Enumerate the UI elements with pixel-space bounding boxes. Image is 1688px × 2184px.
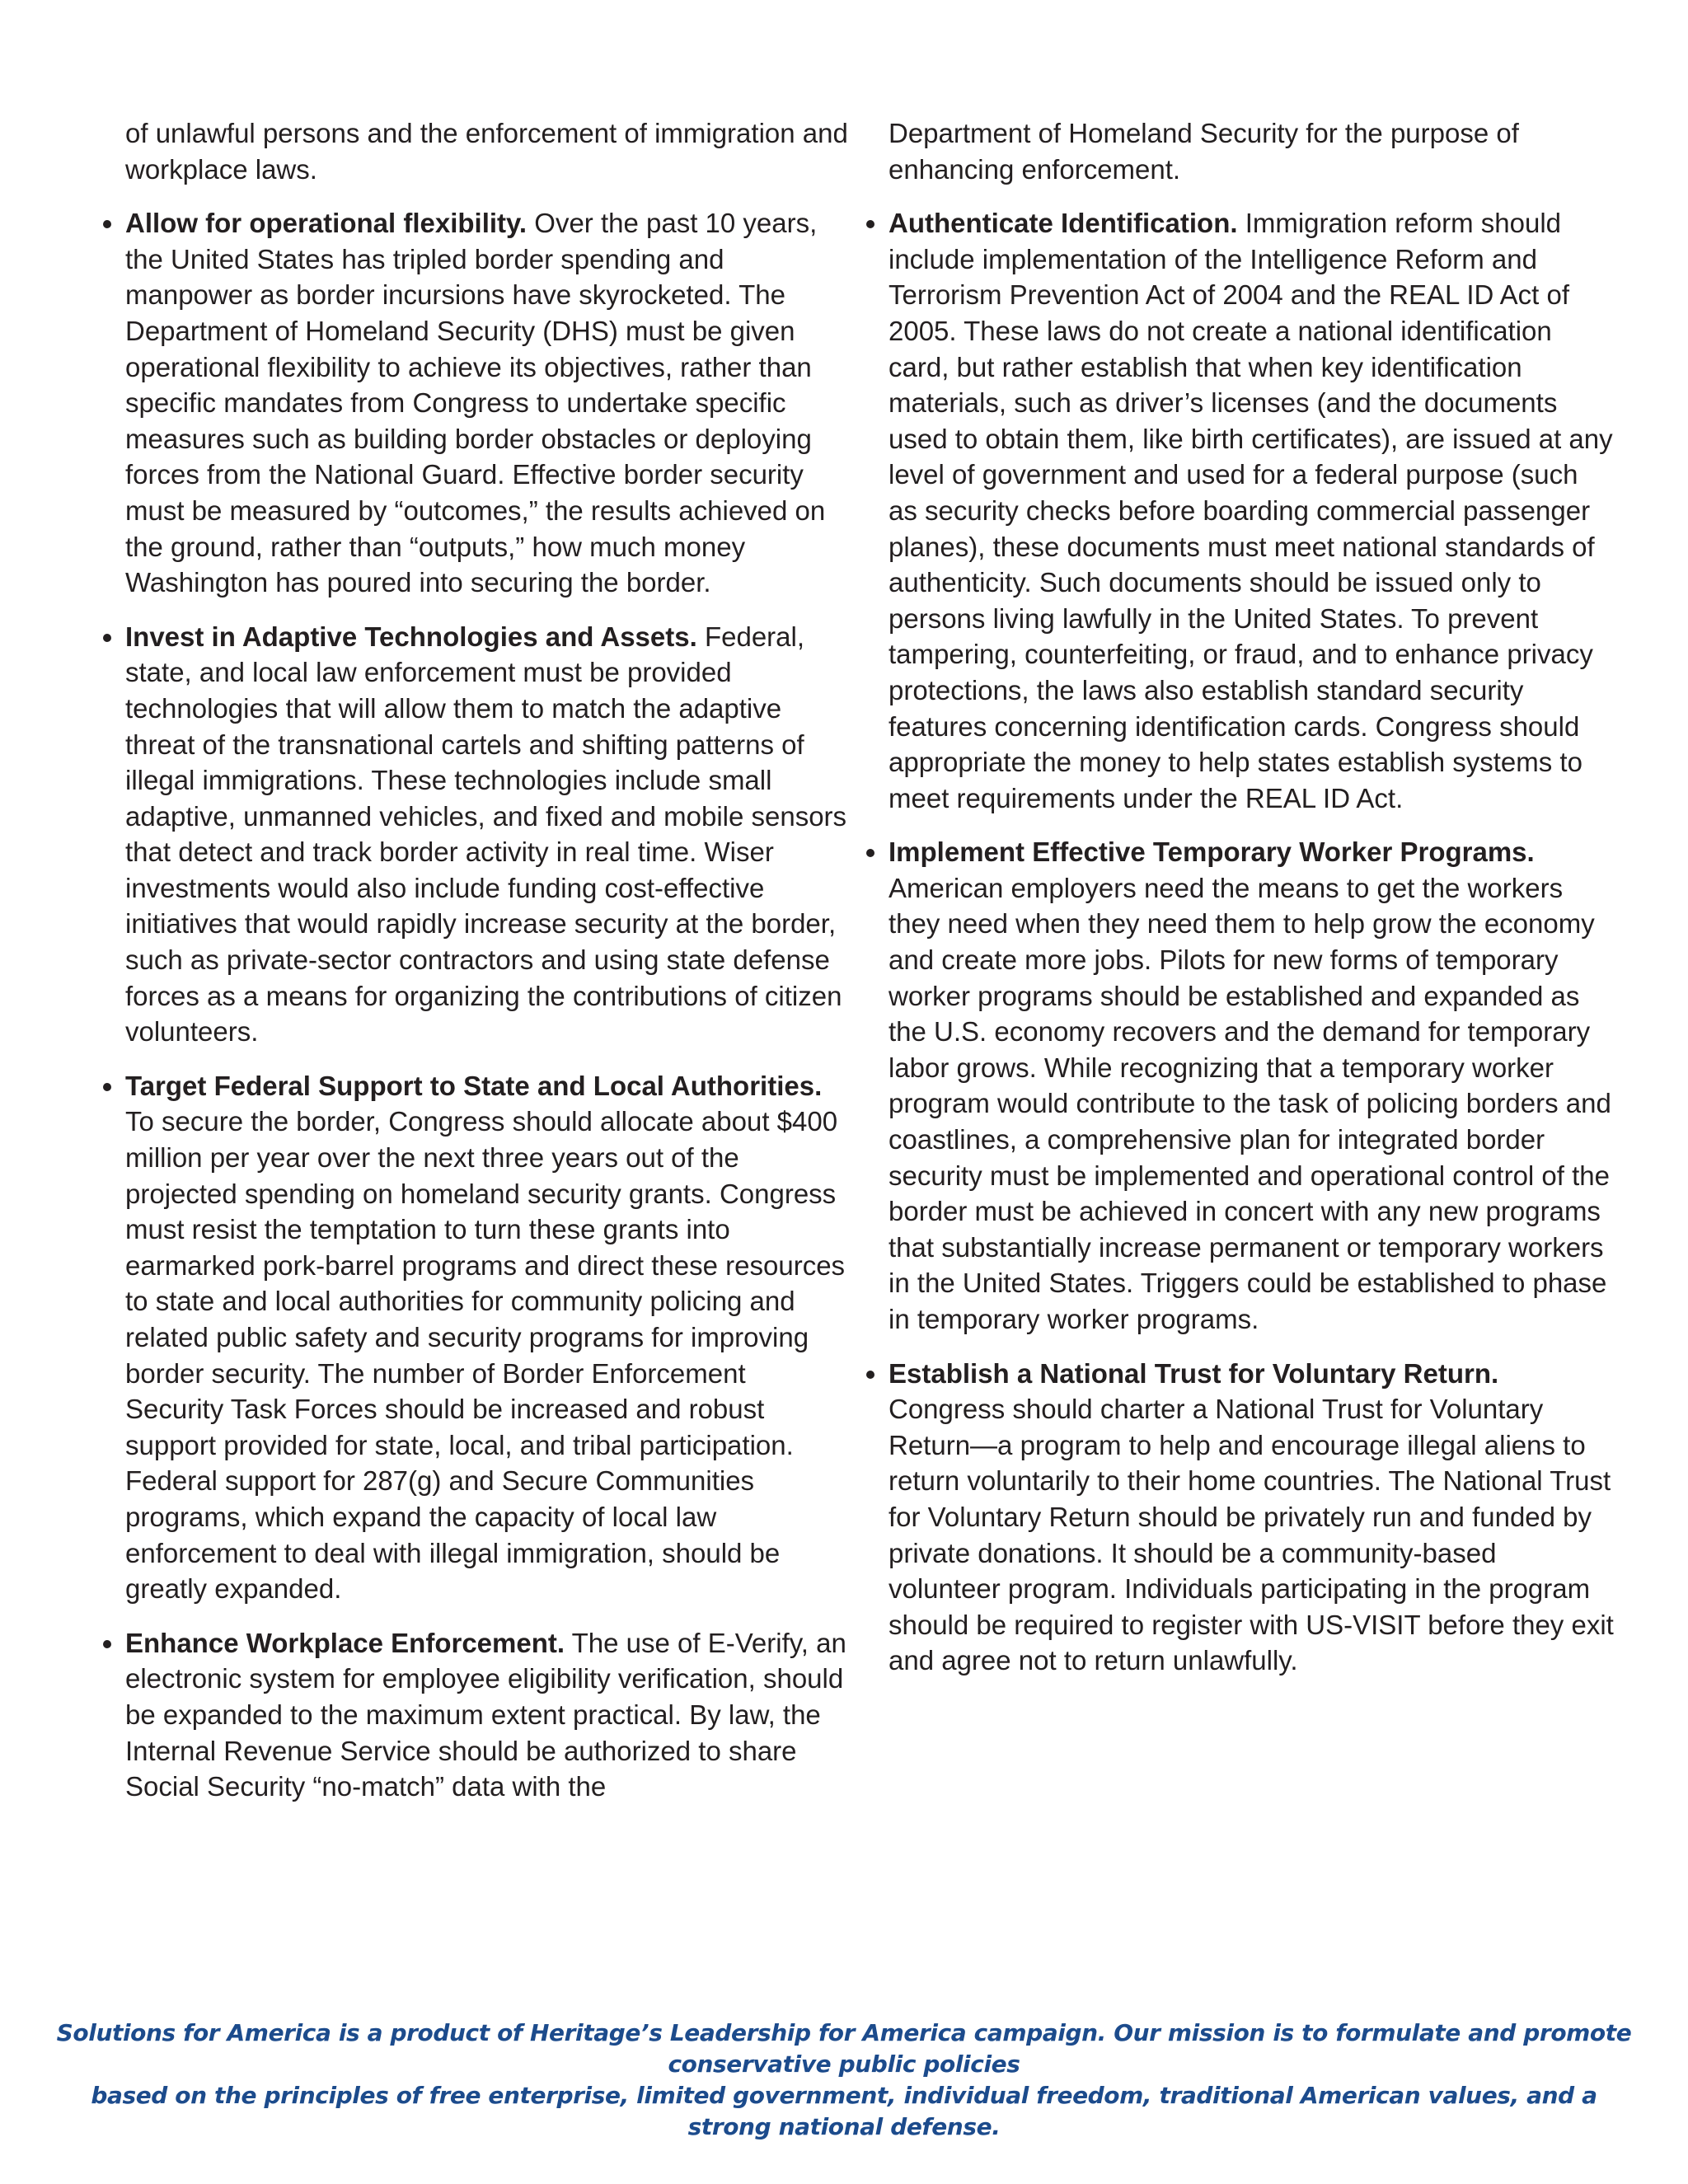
- bullet-adaptive-technologies: [125, 619, 851, 1050]
- bullet-workplace-enforcement: [125, 1625, 851, 1805]
- bullet-lead: Implement Effective Temporary Worker Programs.: [889, 837, 1535, 868]
- bullet-body: Over the past 10 years, the United States has tripled border spending and manpower as border incursions have skyrocketed. The Department of Homeland Security (DHS) must be given operational flexibility to achieve its objectives, rather than specific mandates from Congress to undertake specific measures such as building border obstacles or deploying forces from the National Guard. Effective border security must be measured by “outcomes,” the results achieved on the ground, rather than “outputs,” how much money Washington has poured into securing the border.: [125, 208, 826, 598]
- bullet-body: Federal, state, and local law enforcement must be provided technologies that will allow them to match the adaptive threat of the transnational cartels and shifting patterns of illegal immigrations. These technologies include small adaptive, unmanned vehicles, and fixed and mobile sensors that detect and track border activity in real time. Wiser investments would also include funding cost-effective initiatives that would rapidly increase security at the border, such as private-sector contractors and using state defense forces as a means for organizing the contributions of citizen volunteers.: [125, 621, 847, 1047]
- bullet-federal-support: [125, 1068, 851, 1607]
- right-column: [889, 115, 1614, 1697]
- bullet-lead: Authenticate Identification.: [889, 208, 1238, 239]
- footer-line-2: based on the principles of free enterprise, limited government, individual freedom, traditional American values, and a strong national defense.: [91, 2082, 1597, 2140]
- left-intro-paragraph: of unlawful persons and the enforcement of immigration and workplace laws.: [125, 118, 848, 185]
- bullet-temporary-worker: [889, 834, 1614, 1337]
- bullet-body: American employers need the means to get the workers they need when they need them to help grow the economy and create more jobs. Pilots for new forms of temporary worker programs should be established and expanded as the U.S. economy recovers and the demand for temporary labor grows. While recognizing that a temporary worker program would contribute to the task of policing borders and coastlines, a comprehensive plan for integrated border security must be implemented and operational control of the border must be achieved in concert with any new programs that substantially increase permanent or temporary workers in the United States. Triggers could be established to phase in temporary worker programs.: [889, 872, 1611, 1334]
- bullet-lead: Establish a National Trust for Voluntary Return.: [889, 1357, 1499, 1389]
- left-column: [125, 115, 851, 1823]
- bullet-operational-flexibility: [125, 205, 851, 601]
- right-intro-paragraph: Department of Homeland Security for the purpose of enhancing enforcement.: [889, 118, 1519, 185]
- bullet-authenticate-identification: [889, 205, 1614, 816]
- bullet-body: The use of E-Verify, an electronic system for employee eligibility verification, should be expanded to the maximum extent practical. By law, the Internal Revenue Service should be authorized to share Social Security “no-match” data with the: [125, 1627, 846, 1802]
- bullet-lead: Enhance Workplace Enforcement.: [125, 1627, 565, 1658]
- bullet-lead: Invest in Adaptive Technologies and Assets.: [125, 621, 697, 652]
- footer-line-1: Solutions for America is a product of Heritage’s Leadership for America campaign. Our mission is to formulate and promote conservative public policies: [56, 2019, 1632, 2078]
- footer-mission-statement: [49, 2018, 1639, 2143]
- bullet-lead: Allow for operational flexibility.: [125, 208, 528, 239]
- bullet-lead: Target Federal Support to State and Local Authorities.: [125, 1070, 823, 1101]
- bullet-body: To secure the border, Congress should allocate about $400 million per year over the next three years out of the projected spending on homeland security grants. Congress must resist the temptation to turn these grants into earmarked pork-barrel programs and direct these resources to state and local authorities for community policing and related public safety and security programs for improving border security. The number of Border Enforcement Security Task Forces should be increased and robust support provided for state, local, and tribal participation. Federal support for 287(g) and Secure Communities programs, which expand the capacity of local law enforcement to deal with illegal immigration, should be greatly expanded.: [125, 1106, 846, 1605]
- bullet-voluntary-return: [889, 1356, 1614, 1679]
- bullet-body: Immigration reform should include implementation of the Intelligence Reform and Terrorism Prevention Act of 2004 and the REAL ID Act of 2005. These laws do not create a national identification card, but rather establish that when key identification materials, such as driver’s licenses (and the documents used to obtain them, like birth certificates), are issued at any level of government and used for a federal purpose (such as security checks before boarding commercial passenger planes), these documents must meet national standards of authenticity. Such documents should be issued only to persons living lawfully in the United States. To prevent tampering, counterfeiting, or fraud, and to enhance privacy protections, the laws also establish standard security features concerning identification cards. Congress should appropriate the money to help states establish systems to meet requirements under the REAL ID Act.: [889, 208, 1613, 813]
- bullet-body: Congress should charter a National Trust for Voluntary Return—a program to help and encourage illegal aliens to return voluntarily to their home countries. The National Trust for Voluntary Return should be privately run and funded by private donations. It should be a community-based volunteer program. Individuals participating in the program should be required to register with US-VISIT before they exit and agree not to return unlawfully.: [889, 1394, 1614, 1676]
